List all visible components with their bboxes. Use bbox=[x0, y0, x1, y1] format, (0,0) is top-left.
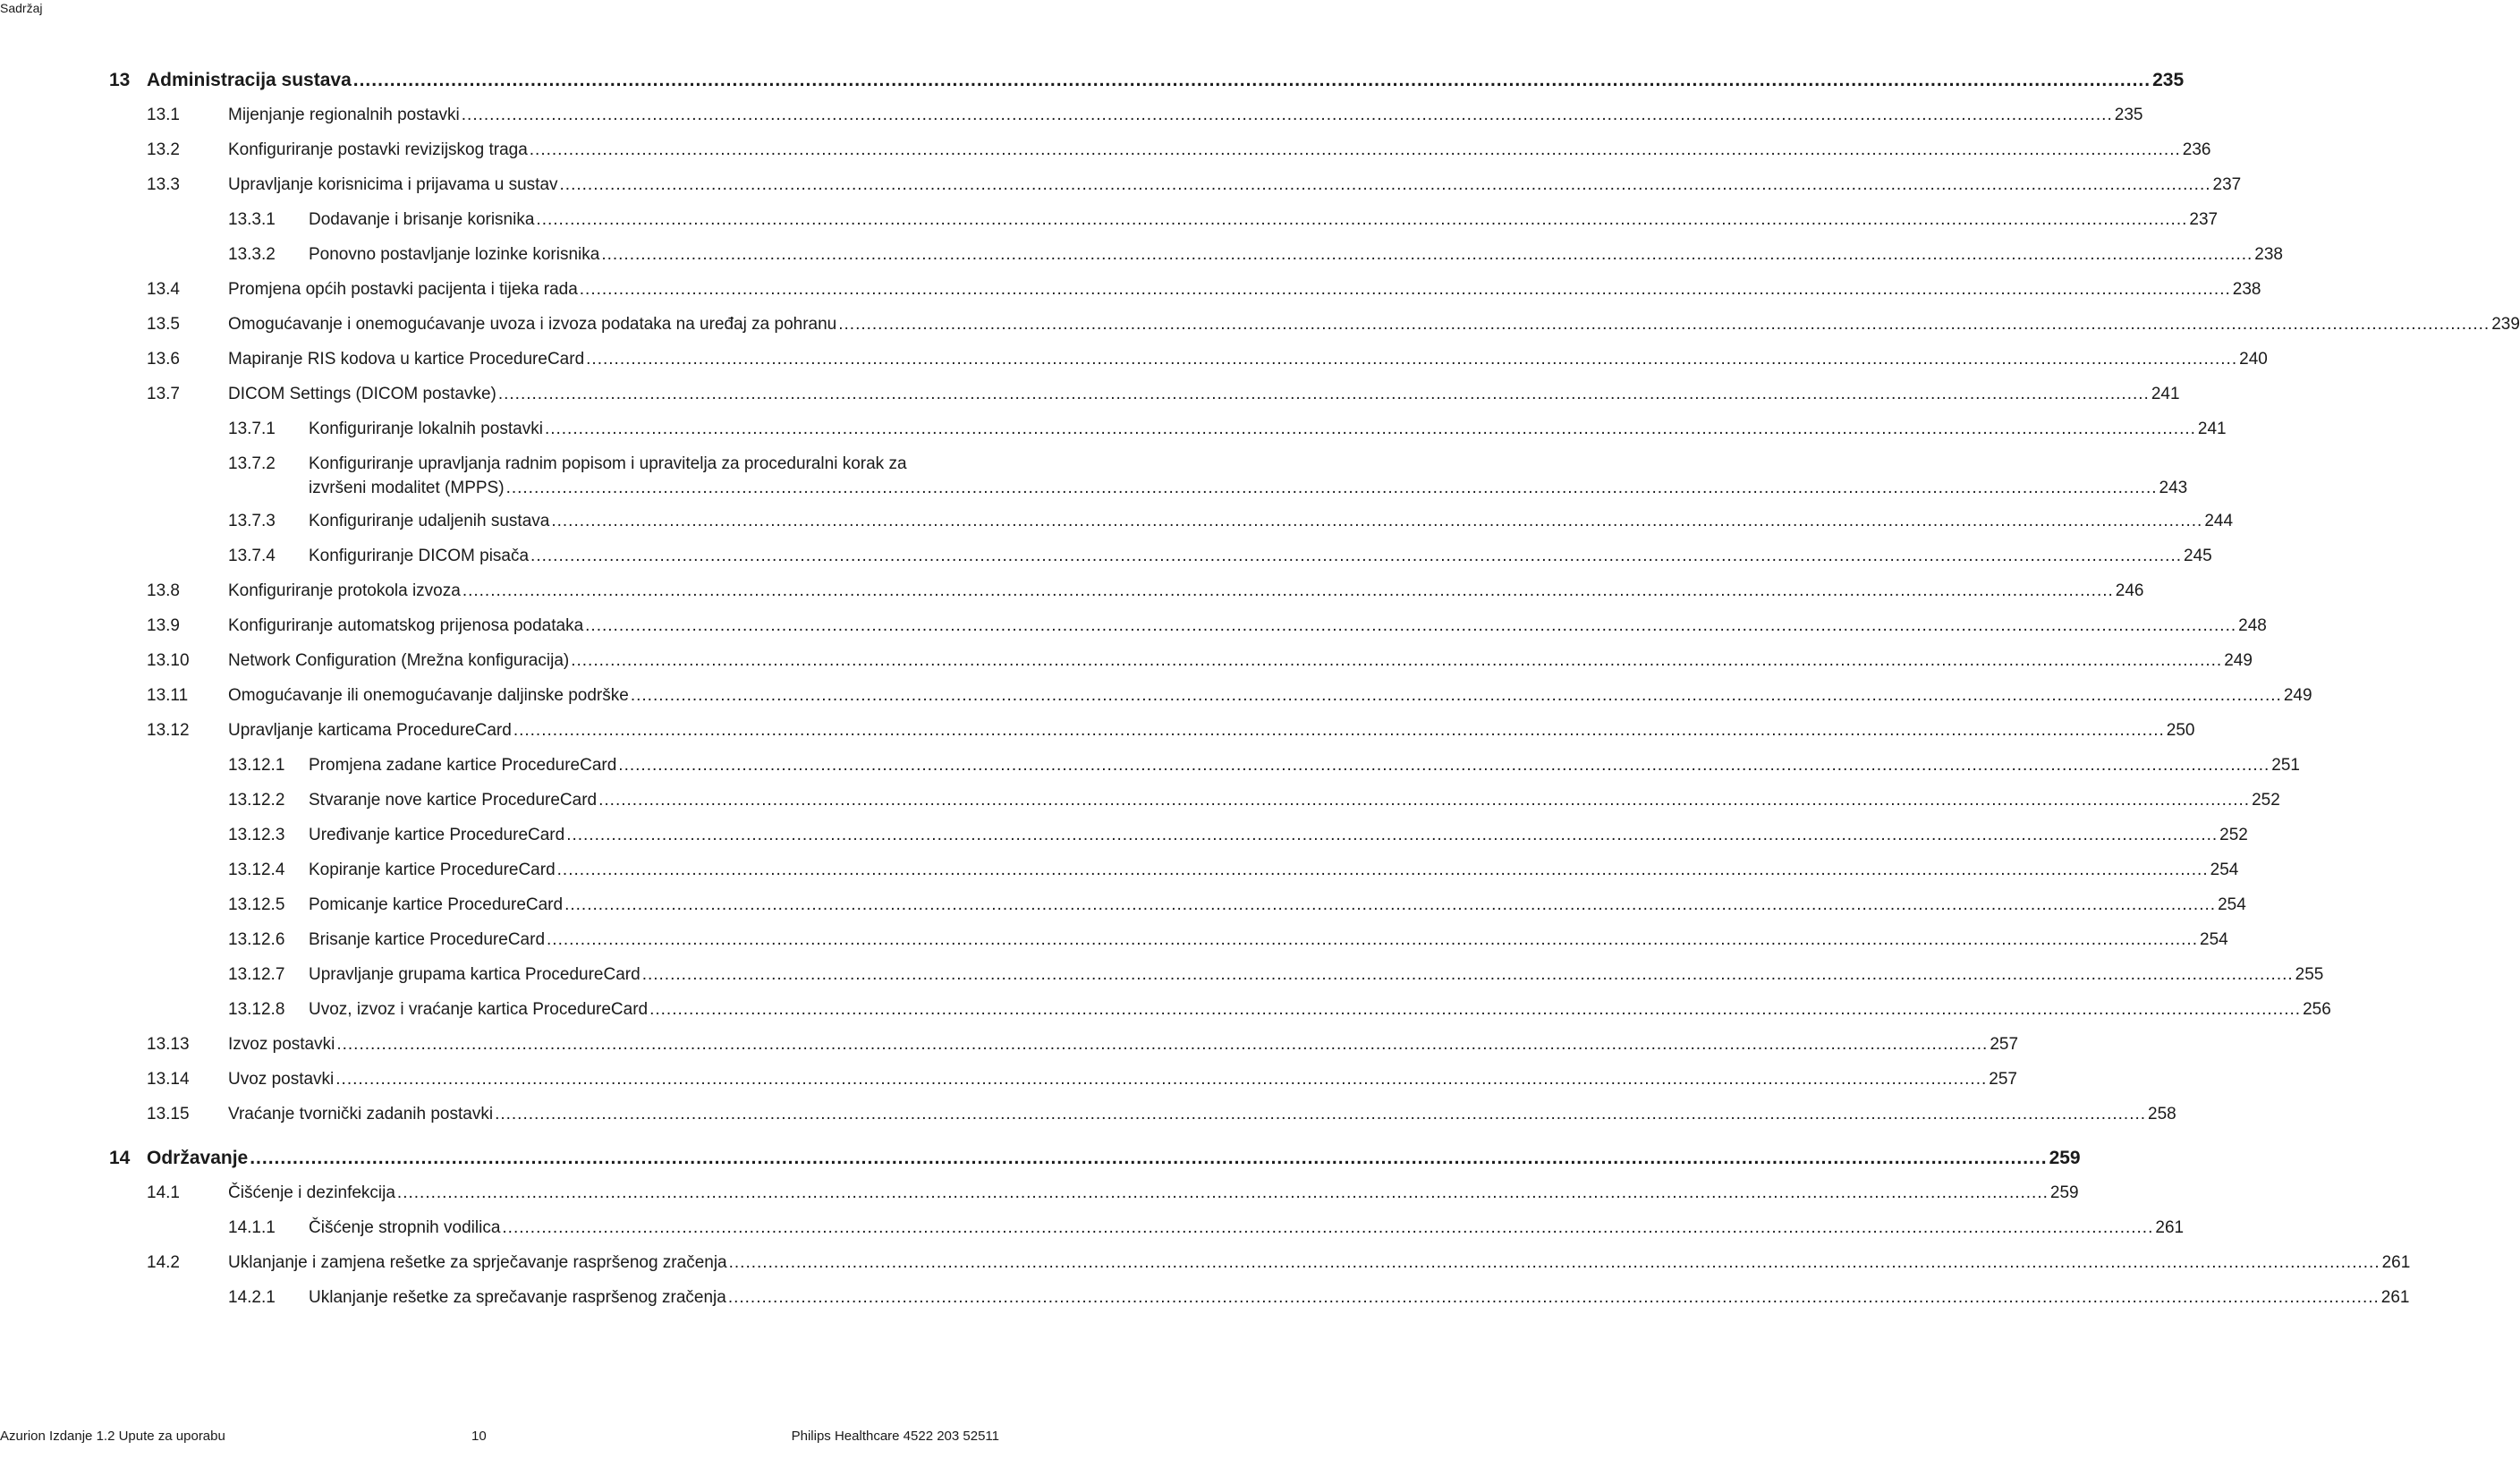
toc-entry-title: Network Configuration (Mrežna konfiguracija) bbox=[228, 651, 570, 670]
toc-entry-page-number: 241 bbox=[2151, 385, 2180, 403]
toc-entry-number: 14.2 bbox=[147, 1253, 180, 1272]
toc-entry[interactable] bbox=[147, 1069, 2017, 1090]
toc-entry-page-number: 248 bbox=[2238, 616, 2267, 635]
toc-entry-title: Uvoz, izvoz i vraćanje kartica ProcedureCard bbox=[309, 1000, 649, 1019]
toc-entry-number: 13.12.5 bbox=[228, 895, 285, 914]
toc-entry-number: 13.2 bbox=[147, 140, 180, 159]
toc-entry-number: 13.3 bbox=[147, 175, 180, 194]
dot-leader bbox=[495, 1104, 2146, 1125]
dot-leader bbox=[838, 314, 2490, 335]
dot-leader bbox=[566, 825, 2218, 846]
dot-leader bbox=[642, 964, 2294, 986]
toc-entry-title: Konfiguriranje lokalnih postavki bbox=[309, 420, 543, 438]
toc-entry-page-number: 257 bbox=[1990, 1035, 2019, 1054]
toc-entry-number: 13.13 bbox=[147, 1035, 190, 1054]
dot-leader bbox=[536, 209, 2187, 231]
toc-entry-title: Ponovno postavljanje lozinke korisnika bbox=[309, 245, 600, 264]
toc-entry-page-number: 249 bbox=[2224, 651, 2253, 670]
dot-leader bbox=[564, 895, 2216, 916]
toc-entry-number: 13.7.3 bbox=[228, 512, 276, 530]
toc-entry-title: Upravljanje grupama kartica ProcedureCard bbox=[309, 965, 641, 984]
toc-entry-number: 13.8 bbox=[147, 581, 180, 600]
dot-leader bbox=[618, 755, 2270, 776]
toc-entry-title: Uklanjanje i zamjena rešetke za sprječavanje raspršenog zračenja bbox=[228, 1253, 727, 1272]
toc-entry[interactable] bbox=[147, 650, 2253, 672]
toc-entry-page-number: 237 bbox=[2189, 210, 2219, 229]
dot-leader bbox=[498, 384, 2150, 405]
toc-entry[interactable] bbox=[228, 511, 2234, 532]
toc-entry[interactable] bbox=[147, 140, 2211, 161]
running-header: Sadržaj bbox=[0, 1, 43, 15]
toc-entry-page-number: 252 bbox=[2252, 791, 2280, 810]
toc-entry[interactable] bbox=[228, 454, 2188, 499]
toc-entry-number: 13.7.2 bbox=[228, 454, 276, 473]
toc-entry-title: Vraćanje tvornički zadanih postavki bbox=[228, 1105, 494, 1124]
toc-entry-number: 13.12 bbox=[147, 721, 190, 740]
toc-entry-page-number: 240 bbox=[2239, 350, 2268, 369]
toc-entry-number: 13.12.6 bbox=[228, 930, 285, 949]
toc-entry-page-number: 259 bbox=[2049, 1183, 2079, 1202]
toc-entry-number: 13 bbox=[109, 70, 131, 90]
toc-entry-title: Upravljanje karticama ProcedureCard bbox=[228, 721, 512, 740]
toc-entry-title: Uklanjanje rešetke za sprečavanje raspršenog zračenja bbox=[309, 1288, 726, 1307]
dot-leader bbox=[502, 1217, 2153, 1239]
footer-page-number: 10 bbox=[471, 1429, 487, 1444]
toc-entry[interactable] bbox=[147, 1034, 2019, 1056]
toc-entry[interactable] bbox=[147, 1183, 2079, 1204]
dot-leader bbox=[551, 511, 2202, 532]
toc-entry-page-number: 243 bbox=[2159, 479, 2188, 497]
dot-leader bbox=[335, 1069, 1987, 1090]
toc-entry-title: Kopiranje kartice ProcedureCard bbox=[309, 861, 556, 879]
toc-entry-number: 13.1 bbox=[147, 106, 180, 124]
toc-entry[interactable] bbox=[228, 825, 2248, 846]
dot-leader bbox=[571, 650, 2222, 672]
toc-entry-number: 13.12.4 bbox=[228, 861, 285, 879]
toc-entry[interactable] bbox=[228, 790, 2280, 811]
dot-leader bbox=[557, 860, 2209, 881]
toc-entry-title: DICOM Settings (DICOM postavke) bbox=[228, 385, 496, 403]
toc-entry-page-number: 252 bbox=[2219, 826, 2248, 844]
toc-entry-page-number: 237 bbox=[2212, 175, 2242, 194]
dot-leader bbox=[729, 1252, 2380, 1274]
dot-leader bbox=[585, 615, 2236, 637]
toc-entry[interactable] bbox=[147, 685, 2312, 707]
toc-entry[interactable] bbox=[147, 720, 2195, 742]
toc-entry[interactable] bbox=[228, 860, 2239, 881]
toc-chapter-entry[interactable] bbox=[109, 1148, 2081, 1169]
toc-entry-page-number: 254 bbox=[2200, 930, 2228, 949]
toc-entry-number: 13.3.2 bbox=[228, 245, 276, 264]
toc-entry-page-number: 251 bbox=[2271, 756, 2300, 775]
toc-entry-page-number: 241 bbox=[2197, 420, 2227, 438]
dot-leader bbox=[547, 929, 2198, 951]
toc-entry[interactable] bbox=[228, 419, 2227, 440]
toc-entry-page-number: 254 bbox=[2210, 861, 2239, 879]
toc-entry-title: Omogućavanje ili onemogućavanje daljinske podrške bbox=[228, 686, 629, 705]
toc-entry-page-number: 249 bbox=[2283, 686, 2312, 705]
toc-entry[interactable] bbox=[147, 384, 2180, 405]
toc-entry-number: 13.7.1 bbox=[228, 420, 276, 438]
toc-entry-page-number: 244 bbox=[2204, 512, 2234, 530]
dot-leader bbox=[560, 174, 2211, 196]
toc-entry-number: 13.10 bbox=[147, 651, 190, 670]
dot-leader bbox=[545, 419, 2196, 440]
toc-entry[interactable] bbox=[147, 174, 2242, 196]
toc-entry[interactable] bbox=[228, 546, 2212, 567]
toc-entry-page-number: 238 bbox=[2254, 245, 2283, 264]
toc-entry-number: 13.9 bbox=[147, 616, 180, 635]
toc-entry-title: Čišćenje i dezinfekcija bbox=[228, 1183, 395, 1202]
toc-entry[interactable] bbox=[228, 999, 2331, 1021]
toc-entry-number: 13.5 bbox=[147, 315, 180, 334]
toc-entry-title: Konfiguriranje protokola izvoza bbox=[228, 581, 461, 600]
toc-entry-title: Uvoz postavki bbox=[228, 1070, 335, 1089]
dot-leader bbox=[631, 685, 2282, 707]
toc-entry[interactable] bbox=[228, 755, 2300, 776]
dot-leader bbox=[462, 581, 2114, 602]
toc-entry-number: 13.12.3 bbox=[228, 826, 285, 844]
toc-entry-number: 13.6 bbox=[147, 350, 180, 369]
toc-entry[interactable] bbox=[147, 615, 2267, 637]
toc-entry-page-number: 256 bbox=[2303, 1000, 2331, 1019]
toc-entry-number: 14 bbox=[109, 1148, 131, 1168]
toc-entry-page-number: 257 bbox=[1989, 1070, 2017, 1089]
toc-entry-title: Administracija sustava bbox=[147, 70, 352, 90]
toc-entry[interactable] bbox=[147, 279, 2261, 301]
toc-entry-title: Upravljanje korisnicima i prijavama u sustav bbox=[228, 175, 558, 194]
toc-entry[interactable] bbox=[147, 314, 2520, 335]
toc-entry-number: 14.1 bbox=[147, 1183, 180, 1202]
toc-entry[interactable] bbox=[147, 105, 2143, 126]
toc-entry-page-number: 261 bbox=[2381, 1253, 2411, 1272]
dot-leader bbox=[649, 999, 2301, 1021]
toc-entry-title: Stvaranje nove kartice ProcedureCard bbox=[309, 791, 598, 810]
toc-entry-title: Mijenjanje regionalnih postavki bbox=[228, 106, 460, 124]
toc-entry-title: Promjena općih postavki pacijenta i tijeka rada bbox=[228, 280, 578, 299]
toc-entry[interactable] bbox=[147, 1104, 2176, 1125]
toc-entry-page-number: 261 bbox=[2380, 1288, 2410, 1307]
toc-entry-page-number: 246 bbox=[2115, 581, 2144, 600]
dot-leader bbox=[250, 1148, 2047, 1169]
toc-entry-page-number: 239 bbox=[2491, 315, 2520, 334]
dot-leader bbox=[462, 105, 2113, 126]
dot-leader bbox=[728, 1287, 2380, 1309]
toc-entry-page-number: 255 bbox=[2295, 965, 2324, 984]
toc-entry-page-number: 254 bbox=[2218, 895, 2246, 914]
toc-entry-title: Konfiguriranje automatskog prijenosa podataka bbox=[228, 616, 584, 635]
toc-entry-page-number: 236 bbox=[2182, 140, 2211, 159]
toc-entry[interactable] bbox=[228, 209, 2219, 231]
toc-entry-title: Uređivanje kartice ProcedureCard bbox=[309, 826, 565, 844]
toc-entry-page-number: 238 bbox=[2232, 280, 2261, 299]
toc-entry-number: 13.11 bbox=[147, 686, 189, 705]
toc-entry-number: 14.1.1 bbox=[228, 1218, 276, 1237]
dot-leader bbox=[353, 70, 2151, 91]
toc-entry-page-number: 259 bbox=[2049, 1148, 2081, 1168]
dot-leader bbox=[506, 478, 2158, 499]
toc-entry[interactable] bbox=[228, 1287, 2410, 1309]
toc-entry-title: izvršeni modalitet (MPPS) bbox=[309, 479, 505, 497]
toc-entry[interactable] bbox=[147, 581, 2144, 602]
toc-entry-title: Brisanje kartice ProcedureCard bbox=[309, 930, 546, 949]
toc-chapter-entry[interactable] bbox=[109, 70, 2185, 91]
toc-entry-number: 14.2.1 bbox=[228, 1288, 276, 1307]
dot-leader bbox=[336, 1034, 1988, 1056]
dot-leader bbox=[397, 1183, 2049, 1204]
dot-leader bbox=[530, 546, 2182, 567]
toc-entry-title: Konfiguriranje DICOM pisača bbox=[309, 547, 530, 565]
toc-entry-number: 13.14 bbox=[147, 1070, 190, 1089]
toc-entry[interactable] bbox=[228, 895, 2246, 916]
dot-leader bbox=[586, 349, 2237, 370]
footer-right: Philips Healthcare 4522 203 52511 bbox=[791, 1429, 999, 1444]
toc-entry-number: 13.7 bbox=[147, 385, 180, 403]
toc-entry-page-number: 235 bbox=[2152, 70, 2185, 90]
toc-entry-page-number: 258 bbox=[2148, 1105, 2176, 1124]
toc-entry-title: Pomicanje kartice ProcedureCard bbox=[309, 895, 564, 914]
toc-entry-page-number: 245 bbox=[2184, 547, 2212, 565]
dot-leader bbox=[513, 720, 2165, 742]
toc-entry-title: Čišćenje stropnih vodilica bbox=[309, 1218, 501, 1237]
dot-leader bbox=[580, 279, 2231, 301]
toc-entry-number: 13.15 bbox=[147, 1105, 190, 1124]
toc-entry-page-number: 261 bbox=[2155, 1218, 2185, 1237]
toc-entry-title: Održavanje bbox=[147, 1148, 249, 1168]
toc-entry-title: Omogućavanje i onemogućavanje uvoza i izvoza podataka na uređaj za pohranu bbox=[228, 315, 837, 334]
toc-entry-title: Konfiguriranje postavki revizijskog traga bbox=[228, 140, 528, 159]
toc-entry-title: Izvoz postavki bbox=[228, 1035, 335, 1054]
toc-entry[interactable] bbox=[228, 929, 2228, 951]
toc-entry-title: Promjena zadane kartice ProcedureCard bbox=[309, 756, 617, 775]
dot-leader bbox=[598, 790, 2250, 811]
toc-entry[interactable] bbox=[147, 349, 2268, 370]
toc-entry-title: Konfiguriranje upravljanja radnim popisom i upravitelja za proceduralni korak za bbox=[309, 454, 907, 473]
toc-entry-page-number: 250 bbox=[2166, 721, 2195, 740]
toc-entry-title: Konfiguriranje udaljenih sustava bbox=[309, 512, 550, 530]
dot-leader bbox=[530, 140, 2181, 161]
toc-entry-number: 13.12.1 bbox=[228, 756, 285, 775]
toc-entry-number: 13.7.4 bbox=[228, 547, 276, 565]
toc-entry[interactable] bbox=[147, 1252, 2411, 1274]
toc-entry-number: 13.12.8 bbox=[228, 1000, 285, 1019]
toc-entry[interactable] bbox=[228, 1217, 2185, 1239]
toc-entry[interactable] bbox=[228, 244, 2283, 266]
toc-entry-title: Dodavanje i brisanje korisnika bbox=[309, 210, 535, 229]
toc-entry[interactable] bbox=[228, 964, 2324, 986]
footer-left: Azurion Izdanje 1.2 Upute za uporabu bbox=[0, 1429, 225, 1444]
toc-entry-title: Mapiranje RIS kodova u kartice ProcedureCard bbox=[228, 350, 585, 369]
toc-entry-number: 13.4 bbox=[147, 280, 180, 299]
toc-entry-number: 13.12.7 bbox=[228, 965, 285, 984]
toc-entry-number: 13.12.2 bbox=[228, 791, 285, 810]
toc-entry-page-number: 235 bbox=[2114, 106, 2143, 124]
dot-leader bbox=[601, 244, 2253, 266]
toc-entry-number: 13.3.1 bbox=[228, 210, 276, 229]
